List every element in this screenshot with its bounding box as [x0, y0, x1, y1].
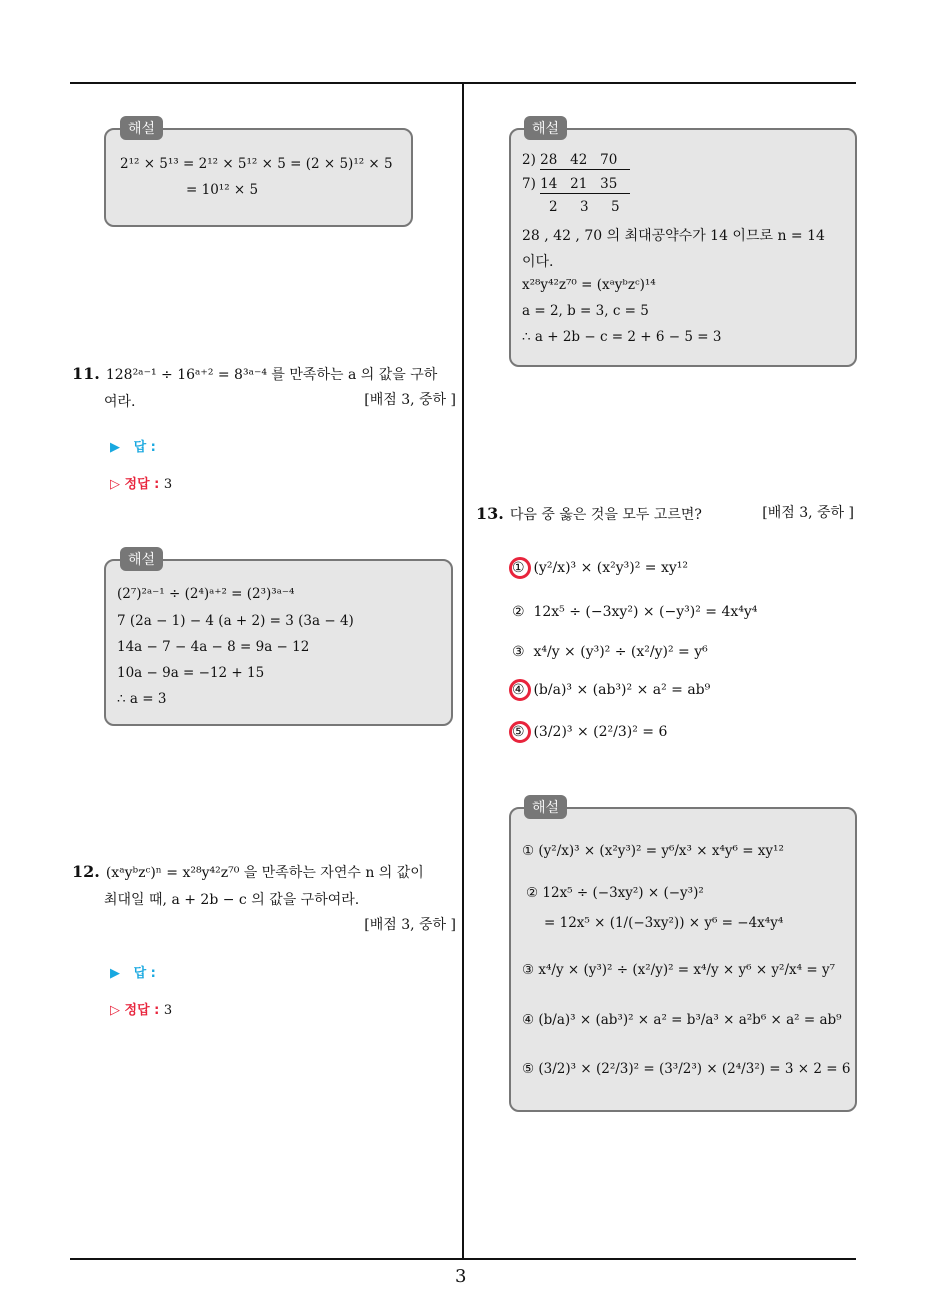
answer-label: 답 :	[133, 966, 156, 981]
solution-line: ∴ a + 2b − c = 2 + 6 − 5 = 3	[522, 329, 722, 345]
solution-line: ① (y²/x)³ × (x²y³)² = y⁶/x³ × x⁴y⁶ = xy¹²	[522, 843, 784, 859]
question-text: (xᵃyᵇzᶜ)ⁿ = x²⁸y⁴²z⁷⁰ 을 만족하는 자연수 n 의 값이	[105, 865, 424, 881]
correct-value: 3	[163, 1003, 173, 1018]
outline-play-icon: ▷	[110, 1003, 120, 1018]
outline-play-icon: ▷	[110, 477, 120, 492]
solution-line: 2¹² × 5¹³ = 2¹² × 5¹² × 5 = (2 × 5)¹² × 5	[120, 156, 393, 172]
solution-line: x²⁸y⁴²z⁷⁰ = (xᵃyᵇzᶜ)¹⁴	[522, 277, 656, 293]
solution-line: = 12x⁵ × (1/(−3xy²)) × y⁶ = −4x⁴y⁴	[544, 915, 784, 931]
option-1[interactable]	[512, 560, 688, 576]
question-text: 128²ᵃ⁻¹ ÷ 16ᵃ⁺² = 8³ᵃ⁻⁴ 를 만족하는 a 의 값을 구하	[105, 367, 438, 383]
option-number: ③	[512, 644, 525, 660]
page-number: 3	[455, 1266, 467, 1287]
option-expr: x⁴/y × (y³)² ÷ (x²/y)² = y⁶	[533, 644, 708, 660]
solution-line: (2⁷)²ᵃ⁻¹ ÷ (2⁴)ᵃ⁺² = (2³)³ᵃ⁻⁴	[117, 586, 295, 602]
answer-row	[110, 436, 156, 455]
question-11	[72, 360, 458, 416]
div-value: 14	[540, 176, 558, 192]
question-number: 13.	[476, 504, 504, 523]
question-meta: [배점 3, 중하 ]	[364, 392, 456, 408]
division-row	[522, 176, 630, 194]
question-text: 최대일 때, a + 2b − c 의 값을 구하여라.	[104, 892, 360, 908]
solution-line: = 10¹² × 5	[186, 182, 259, 198]
solution-tag: 해설	[524, 116, 567, 140]
question-text: 다음 중 옳은 것을 모두 고르면?	[509, 507, 702, 523]
option-3[interactable]	[512, 644, 708, 660]
question-meta: [배점 3, 중하 ]	[762, 505, 854, 521]
column-divider	[462, 83, 464, 1259]
solution-line: ④ (b/a)³ × (ab³)² × a² = b³/a³ × a²b⁶ × a² = ab⁹	[522, 1012, 842, 1028]
solution-line: 7 (2a − 1) − 4 (a + 2) = 3 (3a − 4)	[117, 613, 354, 629]
correct-answer-row	[110, 473, 172, 492]
solution-line: ∴ a = 3	[117, 691, 167, 707]
div-value: 42	[570, 152, 588, 168]
solution-tag: 해설	[524, 795, 567, 819]
option-4[interactable]	[512, 682, 710, 698]
solution-tag: 해설	[120, 547, 163, 571]
solution-box-1	[104, 128, 413, 227]
option-number: ②	[512, 604, 525, 620]
solution-line: 10a − 9a = −12 + 15	[117, 665, 265, 681]
option-number: ④	[512, 682, 525, 698]
option-expr: (3/2)³ × (2²/3)² = 6	[533, 724, 668, 740]
option-expr: (b/a)³ × (ab³)² × a² = ab⁹	[533, 682, 711, 698]
play-icon: ▶	[110, 440, 120, 455]
answer-row	[110, 962, 156, 981]
solution-line: ② 12x⁵ ÷ (−3xy²) × (−y³)²	[526, 885, 704, 901]
question-text: 여라.	[104, 394, 136, 410]
question-number: 11.	[72, 364, 100, 383]
div-value: 70	[600, 152, 618, 168]
option-2[interactable]	[512, 604, 757, 620]
div-value: 28	[540, 152, 558, 168]
solution-line: a = 2, b = 3, c = 5	[522, 303, 649, 319]
option-5[interactable]	[512, 724, 667, 740]
solution-line: 이다.	[522, 254, 554, 270]
question-number: 12.	[72, 862, 100, 881]
division-row	[549, 199, 642, 215]
div-value: 35	[600, 176, 618, 192]
solution-line: ③ x⁴/y × (y³)² ÷ (x²/y)² = x⁴/y × y⁶ × y²/x⁴ = y⁷	[522, 962, 835, 978]
div-value: 2	[549, 199, 558, 215]
div-value: 21	[570, 176, 588, 192]
option-number: ①	[512, 560, 525, 576]
question-12	[72, 858, 458, 933]
answer-label: 답 :	[133, 440, 156, 455]
solution-line: 28 , 42 , 70 의 최대공약수가 14 이므로 n = 14	[522, 228, 825, 244]
solution-tag: 해설	[120, 116, 163, 140]
option-expr: 12x⁵ ÷ (−3xy²) × (−y³)² = 4x⁴y⁴	[533, 604, 758, 620]
solution-line: 14a − 7 − 4a − 8 = 9a − 12	[117, 639, 310, 655]
option-number: ⑤	[512, 724, 525, 740]
correct-label: 정답 :	[124, 1003, 160, 1018]
correct-value: 3	[163, 477, 173, 492]
correct-answer-row	[110, 999, 172, 1018]
question-meta: [배점 3, 중하 ]	[364, 917, 456, 933]
solution-line: ⑤ (3/2)³ × (2²/3)² = (3³/2³) × (2⁴/3²) = 3 × 2 = 6	[522, 1061, 851, 1077]
play-icon: ▶	[110, 966, 120, 981]
division-row	[522, 152, 630, 170]
correct-label: 정답 :	[124, 477, 160, 492]
question-13	[476, 500, 856, 529]
div-value: 5	[611, 199, 620, 215]
option-expr: (y²/x)³ × (x²y³)² = xy¹²	[533, 560, 688, 576]
div-value: 3	[580, 199, 589, 215]
divisor: 2)	[522, 152, 536, 168]
bottom-rule	[70, 1258, 856, 1260]
divisor: 7)	[522, 176, 536, 192]
